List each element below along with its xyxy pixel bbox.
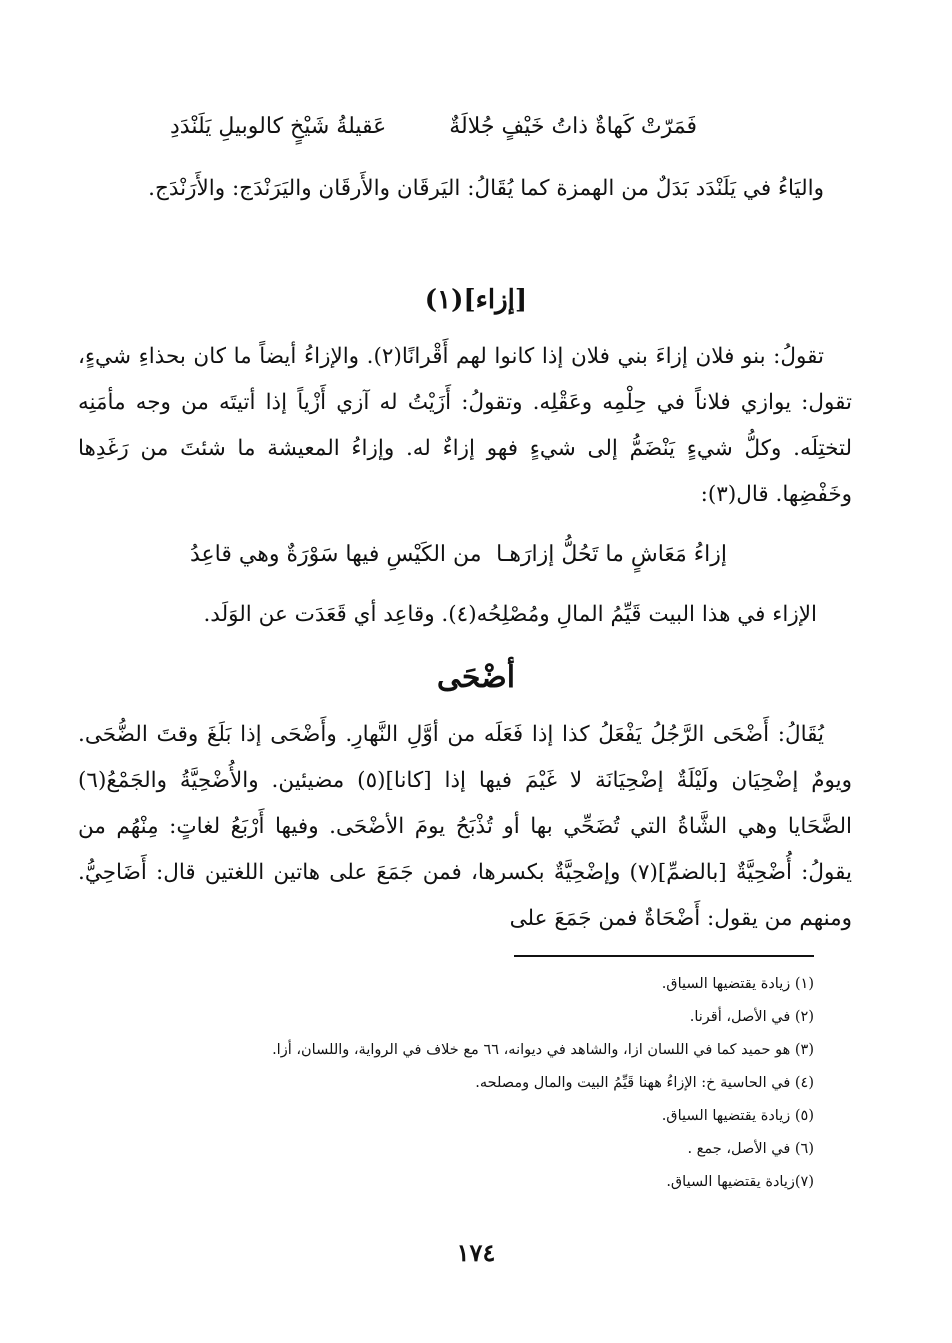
footnote-1: (١) زيادة يقتضيها السياق. [661,976,814,992]
entry-heading-adha: أضْحَى [436,660,516,695]
verse-1-first-hemistich: فَمَرّتْ كَهاةٌ ذاتُ خَيْفٍ جُلالَةٌ [449,114,697,139]
footnote-divider [514,955,814,957]
paragraph-yalandad: واليَاءُ في يَلَنْدَد بَدَلٌ من الهمزة كما يُقَالُ: اليَرقَان والأَرقَان واليَرَنْدَج: والأَرَنْدَج. [148,176,824,201]
footnote-7: (٧)زيادة يقتضيها السياق. [666,1174,814,1190]
entry-heading-izaa: [إزاء](١) [424,285,528,315]
footnote-2: (٢) في الأصل، أقرنا. [689,1009,814,1025]
footnotes [140,968,814,1199]
verse-2-second-hemistich: من الكَيْسِ فيها سَوْرَةٌ وهي قاعِدُ [190,542,482,567]
footnote-4: (٤) في الحاسية خ: الإزاءُ ههنا قَيِّمُ البيت والمال ومصلحه. [475,1075,814,1091]
footnote-6: (٦) في الأصل، جمع . [687,1141,814,1157]
paragraph-adha: يُقَالُ: أَضْحَى الرَّجُلُ يَفْعَلُ كذا إذا فَعَلَه من أوَّلِ النَّهارِ. وأَضْحَى إذا بَلَغَ وقتَ الضُّحَى. ويومٌ إضْحِيَان ولَيْلَةٌ إضْحِيَانَة لا غَيْمَ فيها إذا [كانا](٥) مضيئين. والأُضْحِيَّةُ والجَمْعُ(٦) الضَّحَايا وهي الشَّاةُ التي تُضَحِّي بها أو تُذْبَحُ يومَ الأضْحَى. وفيها أَرْبَعُ لغاتٍ: مِنْهُم من يقولُ: أُضْحِيَّةٌ [بالضمِّ](٧) وإضْحِيَّةٌ بكسرها، فمن جَمَعَ على هاتين اللغتين قال: أَضَاحِيُّ. ومنهم من يقول: أَضْحَاةٌ فمن جَمَعَ على [78,722,852,931]
paragraph-izaa-explanation: الإزاء في هذا البيت قَيِّمُ المالِ ومُصْلِحُه(٤). وقاعِد أي قَعَدَت عن الوَلَد. [203,602,817,627]
verse-line-2 [190,540,727,570]
verse-line-1 [170,112,697,142]
page-number: ١٧٤ [456,1238,496,1267]
footnote-3: (٣) هو حميد كما في اللسان ازا، والشاهد في ديوانه، ٦٦ مع خلاف في الرواية، واللسان، أزا. [272,1042,814,1058]
paragraph-izaa: تقولُ: بنو فلان إزاءَ بني فلان إذا كانوا لهم أَقْرانًا(٢). والإزاءُ أيضاً ما كان بحذاءِ شيءٍ، تقول: يوازي فلاناً في حِلْمِه وعَقْلِه. وتقولُ: أَزَيْتُ له آزي أَزْياً إذا أتيتَه من وجه مأمَنِه لتختِلَه. وكلُّ شيءٍ يَنْضَمُّ إلى شيءٍ فهو إزاءٌ له. وإزاءُ المعيشة ما شئتَ من رَغَدِها وخَفْضِها. قال(٣): [78,344,852,507]
verse-2-first-hemistich: إزاءُ مَعَاشٍ ما تَحُلُّ إزارَهـا [496,542,727,567]
footnote-5: (٥) زيادة يقتضيها السياق. [661,1108,814,1124]
verse-1-second-hemistich: عَقيلةُ شَيْخٍ كالوبيلِ يَلَنْدَدِ [170,114,387,139]
